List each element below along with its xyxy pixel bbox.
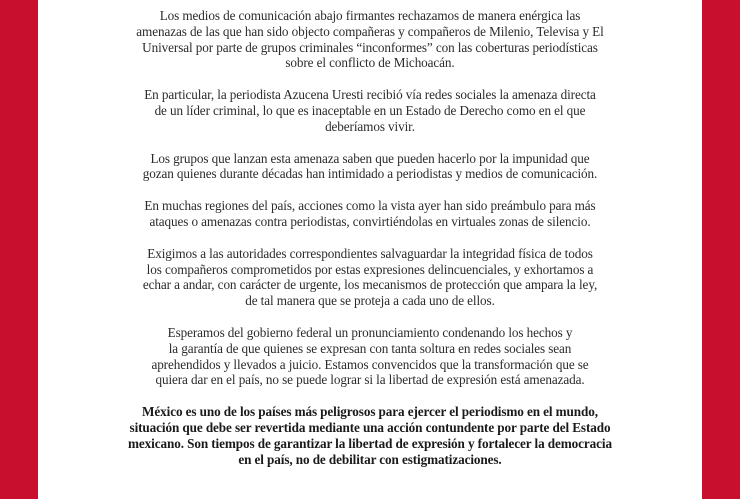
- paragraph-regions: En muchas regiones del país, acciones como la vista ayer han sido preámbulo para más ataques o amenazas contra periodistas, convirtiéndolas en virtuales zonas de silencio.: [144, 198, 596, 229]
- paragraph-demands: Exigimos a las autoridades correspondientes salvaguardar la integridad física de todos los compañeros comprometidos por estas expresiones delincuenciales, y exhortamos a echar a andar, con carácter de urgente, los mecanismos de protección que ampara la ley, de tal manera que se proteja a cada uno de ellos.: [142, 245, 598, 309]
- paragraph-rejection: Los medios de comunicación abajo firmantes rechazamos de manera enérgica las amenazas de las que han sido objecto compañeras y compañeros de Milenio, Televisa y El Universal por parte de grupos criminales “inconformes” con las coberturas periodísticas sobre el conflicto de Michoacán.: [136, 8, 604, 71]
- right-red-border: [702, 0, 740, 499]
- paragraph-closing-bold: México es uno de los países más peligrosos para ejercer el periodismo en el mundo, situación que debe ser revertida mediante una acción contundente por parte del Estado mexicano. Son tiempos de garantizar la libertad de expresión y fortalecer la democracia en el país, no de debilitar con estigmatizaciones.: [128, 404, 612, 467]
- paragraph-impunity: Los grupos que lanzan esta amenaza saben que pueden hacerlo por la impunidad que gozan quienes durante décadas han intimidado a periodistas y medios de comunicación.: [142, 150, 598, 182]
- paragraph-azucena-uresti: En particular, la periodista Azucena Uresti recibió vía redes sociales la amenaza directa de un líder criminal, lo que es inaceptable en un Estado de Derecho como en el que deberíamos vivir.: [144, 87, 596, 134]
- paragraph-federal-government: Esperamos del gobierno federal un pronunciamiento condenando los hechos y la garantía de que quienes se expresan con tanta soltura en redes sociales sean aprehendidos y llevados a juicio. Estamos convencidos que la transformación que se quiera dar en el país, no se puede lograr si la libertad de expresión está amenazada.: [151, 324, 589, 388]
- statement-body: [98, 8, 642, 483]
- left-red-border: [0, 0, 38, 499]
